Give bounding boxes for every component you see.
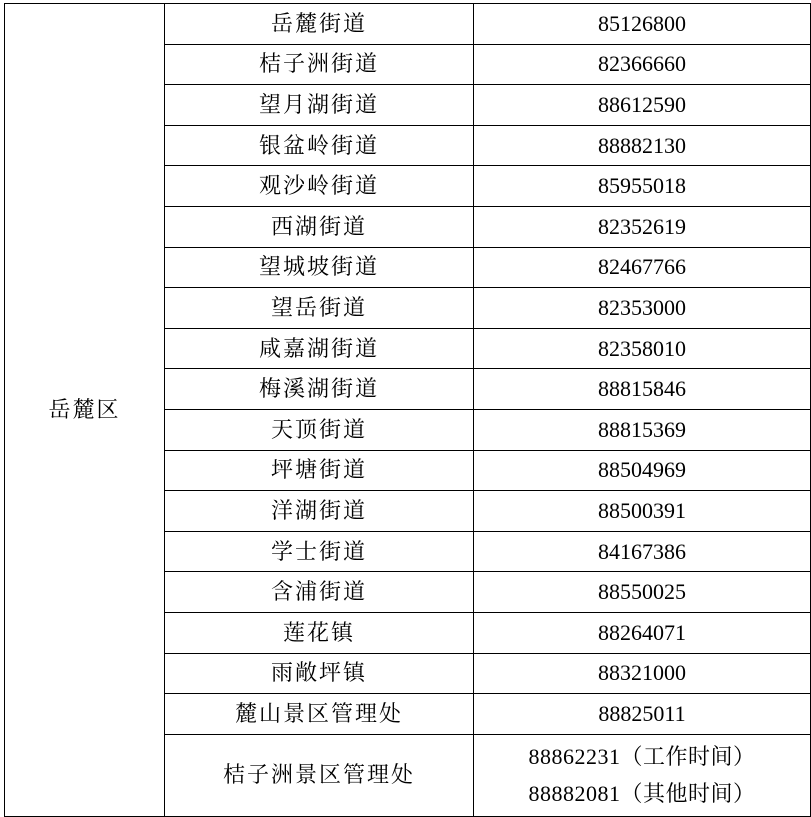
phone-number: 84167386 (474, 531, 811, 572)
street-name: 麓山景区管理处 (165, 694, 474, 735)
phone-number: 82358010 (474, 328, 811, 369)
street-name: 望月湖街道 (165, 85, 474, 126)
phone-number: 82352619 (474, 206, 811, 247)
phone-number: 85955018 (474, 166, 811, 207)
street-name: 天顶街道 (165, 409, 474, 450)
phone-number: 88500391 (474, 491, 811, 532)
contact-table (4, 3, 811, 817)
table-row (5, 4, 811, 45)
street-name: 银盆岭街道 (165, 125, 474, 166)
street-name: 莲花镇 (165, 612, 474, 653)
phone-number: 88882130 (474, 125, 811, 166)
street-name: 含浦街道 (165, 572, 474, 613)
street-name: 桔子洲街道 (165, 44, 474, 85)
street-name: 西湖街道 (165, 206, 474, 247)
street-name: 学士街道 (165, 531, 474, 572)
street-name: 观沙岭街道 (165, 166, 474, 207)
phone-number: 88504969 (474, 450, 811, 491)
phone-number: 88264071 (474, 612, 811, 653)
street-name: 桔子洲景区管理处 (165, 734, 474, 816)
phone-number: 82353000 (474, 288, 811, 329)
street-name: 咸嘉湖街道 (165, 328, 474, 369)
phone-number: 88825011 (474, 694, 811, 735)
phone-work-hours: 88862231（工作时间） (528, 744, 756, 770)
phone-number: 88321000 (474, 653, 811, 694)
phone-number: 82366660 (474, 44, 811, 85)
street-name: 洋湖街道 (165, 491, 474, 532)
phone-number: 85126800 (474, 4, 811, 45)
phone-number: 88815846 (474, 369, 811, 410)
street-name: 望岳街道 (165, 288, 474, 329)
street-name: 坪塘街道 (165, 450, 474, 491)
phone-number: 88612590 (474, 85, 811, 126)
phone-number: 88815369 (474, 409, 811, 450)
street-name: 梅溪湖街道 (165, 369, 474, 410)
street-name: 岳麓街道 (165, 4, 474, 45)
phone-number: 82467766 (474, 247, 811, 288)
phone-number: 88550025 (474, 572, 811, 613)
district-cell: 岳麓区 (5, 4, 165, 817)
phone-other-hours: 88882081（其他时间） (528, 781, 756, 807)
phone-number-cell (474, 734, 811, 816)
street-name: 望城坡街道 (165, 247, 474, 288)
street-name: 雨敞坪镇 (165, 653, 474, 694)
